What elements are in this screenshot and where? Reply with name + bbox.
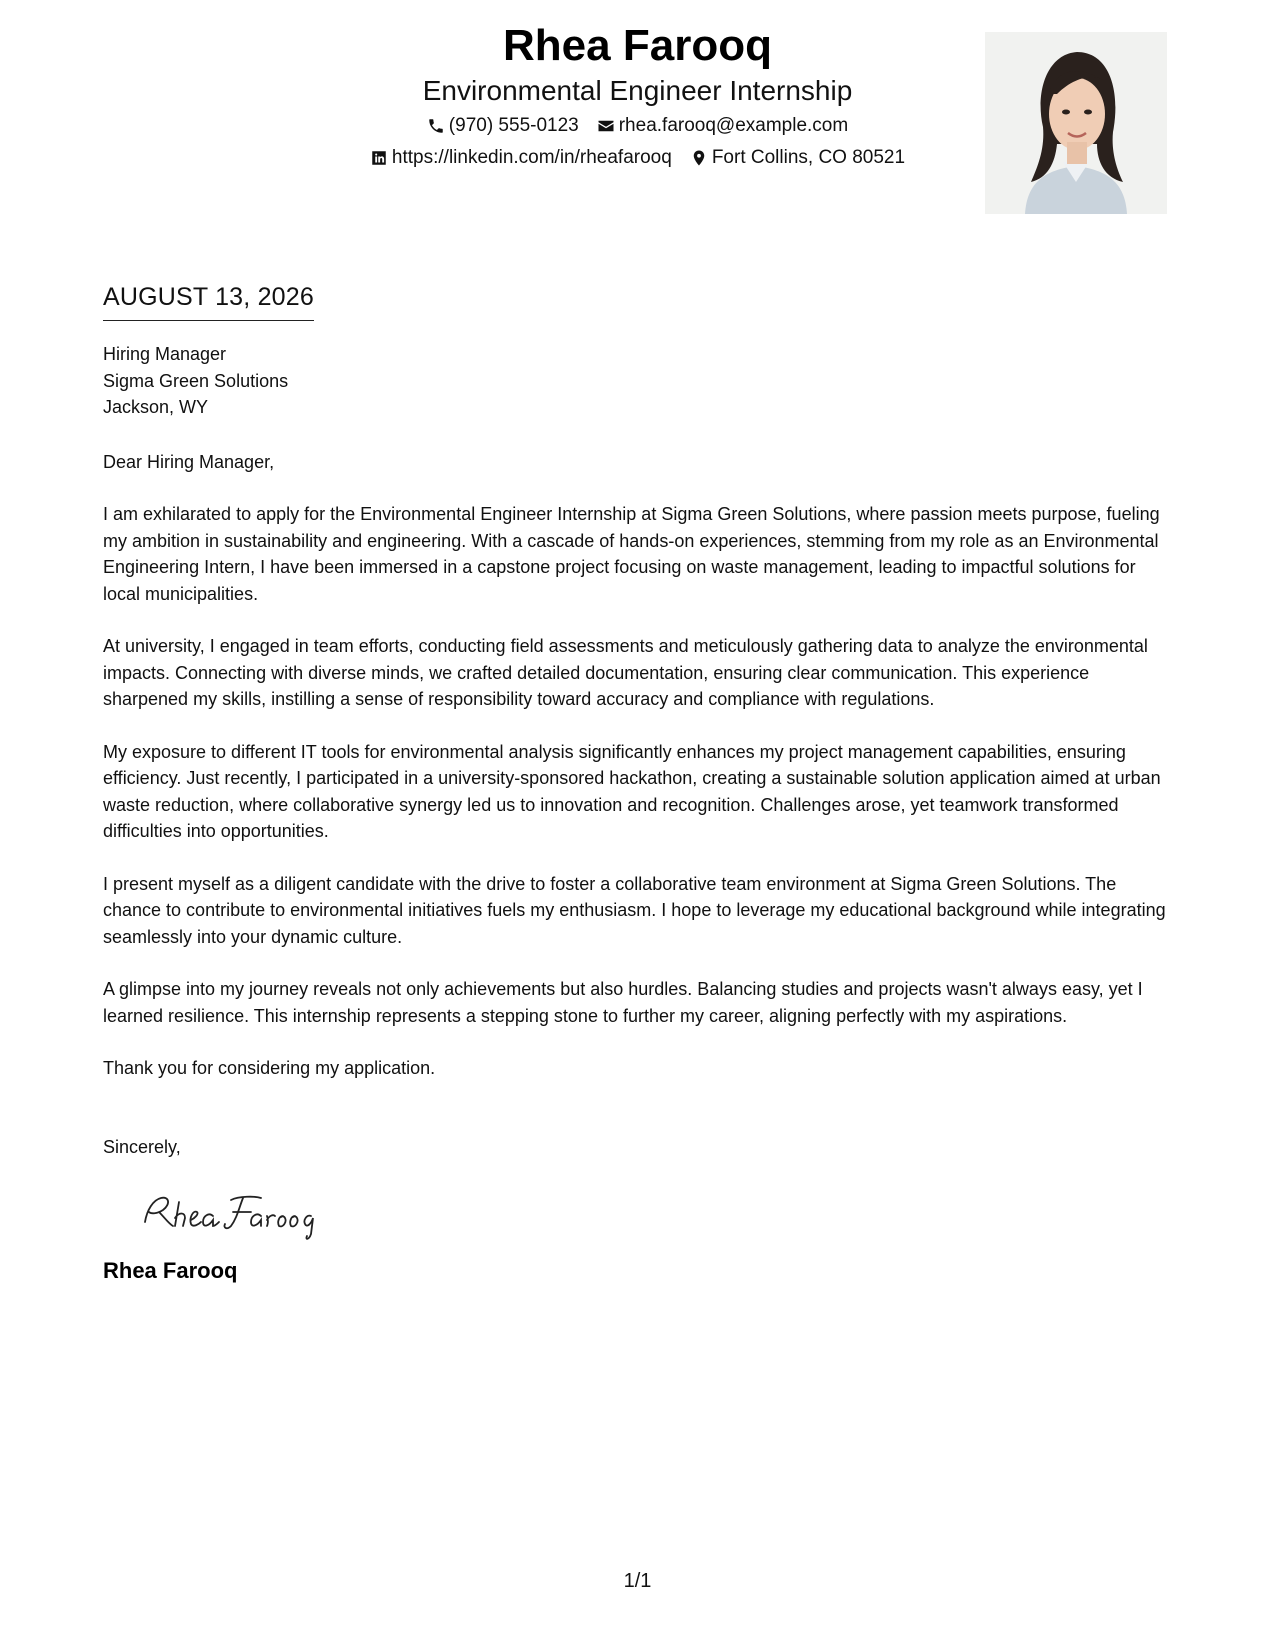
closing: Sincerely, [103, 1136, 181, 1157]
letter-body [103, 280, 1175, 1285]
profile-photo [985, 32, 1167, 214]
linkedin-icon [370, 149, 388, 167]
phone-contact [427, 112, 579, 140]
recipient-title: Hiring Manager [103, 344, 227, 364]
email-contact[interactable] [597, 112, 848, 140]
phone-icon [427, 117, 445, 135]
email-text[interactable]: rhea.farooq@example.com [618, 115, 849, 136]
linkedin-text[interactable]: https://linkedin.com/in/rheafarooq [391, 147, 672, 168]
paragraph-4: I present myself as a diligent candidate with the drive to foster a collaborative team environment at Sigma Green Solutions. The chance to contribute to environmental initiatives fuels my enthusiasm. I hope to leverage my educational background while integrating seamlessly into your dynamic culture. [103, 873, 1166, 947]
job-title: Environmental Engineer Internship [422, 75, 853, 106]
envelope-icon [597, 117, 615, 135]
recipient-location: Jackson, WY [103, 397, 209, 417]
paragraph-2: At university, I engaged in team efforts, conducting field assessments and meticulously gathering data to analyze the environmental impacts. Connecting with diverse minds, we crafted detailed documentation, ensuring clear communication. This experience sharpened my skills, instilling a sense of responsibility toward accuracy and compliance with regulations. [103, 636, 1148, 709]
recipient-company: Sigma Green Solutions [103, 370, 289, 391]
paragraph-1: I am exhilarated to apply for the Environmental Engineer Internship at Sigma Green Solutions, where passion meets purpose, fueling my ambition in sustainability and engineering. With a cascade of hands-on experiences, stemming from my role as an Environmental Engineering Intern, I have been immersed in a capstone project focusing on waste management, leading to impactful solutions for local municipalities. [103, 504, 1160, 604]
letter-date: AUGUST 13, 2026 [103, 280, 314, 321]
applicant-name: Rhea Farooq [503, 21, 772, 70]
paragraph-6: Thank you for considering my application. [103, 1058, 436, 1078]
paragraph-3: My exposure to different IT tools for environmental analysis significantly enhances my project management capabilities, ensuring efficiency. Just recently, I participated in a university-sponsored hackathon, creating a sustainable solution application aimed at urban waste reduction, where collaborative synergy led us to innovation and recognition. Challenges arose, yet teamwork transformed difficulties into opportunities. [103, 741, 1161, 841]
paragraph-5: A glimpse into my journey reveals not only achievements but also hurdles. Balancing studies and projects wasn't always easy, yet I learned resilience. This internship represents a stepping stone to further my career, aligning perfectly with my aspirations. [103, 979, 1143, 1026]
location-text: Fort Collins, CO 80521 [711, 147, 906, 168]
map-pin-icon [690, 149, 708, 167]
page-number: 1/1 [623, 1570, 652, 1592]
phone-text: (970) 555-0123 [448, 115, 579, 136]
linkedin-contact[interactable] [370, 144, 672, 172]
handwritten-signature [139, 1182, 1175, 1246]
salutation: Dear Hiring Manager, [103, 451, 275, 472]
recipient-block [103, 341, 1175, 421]
signer-name: Rhea Farooq [103, 1258, 238, 1283]
location-contact [690, 144, 905, 172]
